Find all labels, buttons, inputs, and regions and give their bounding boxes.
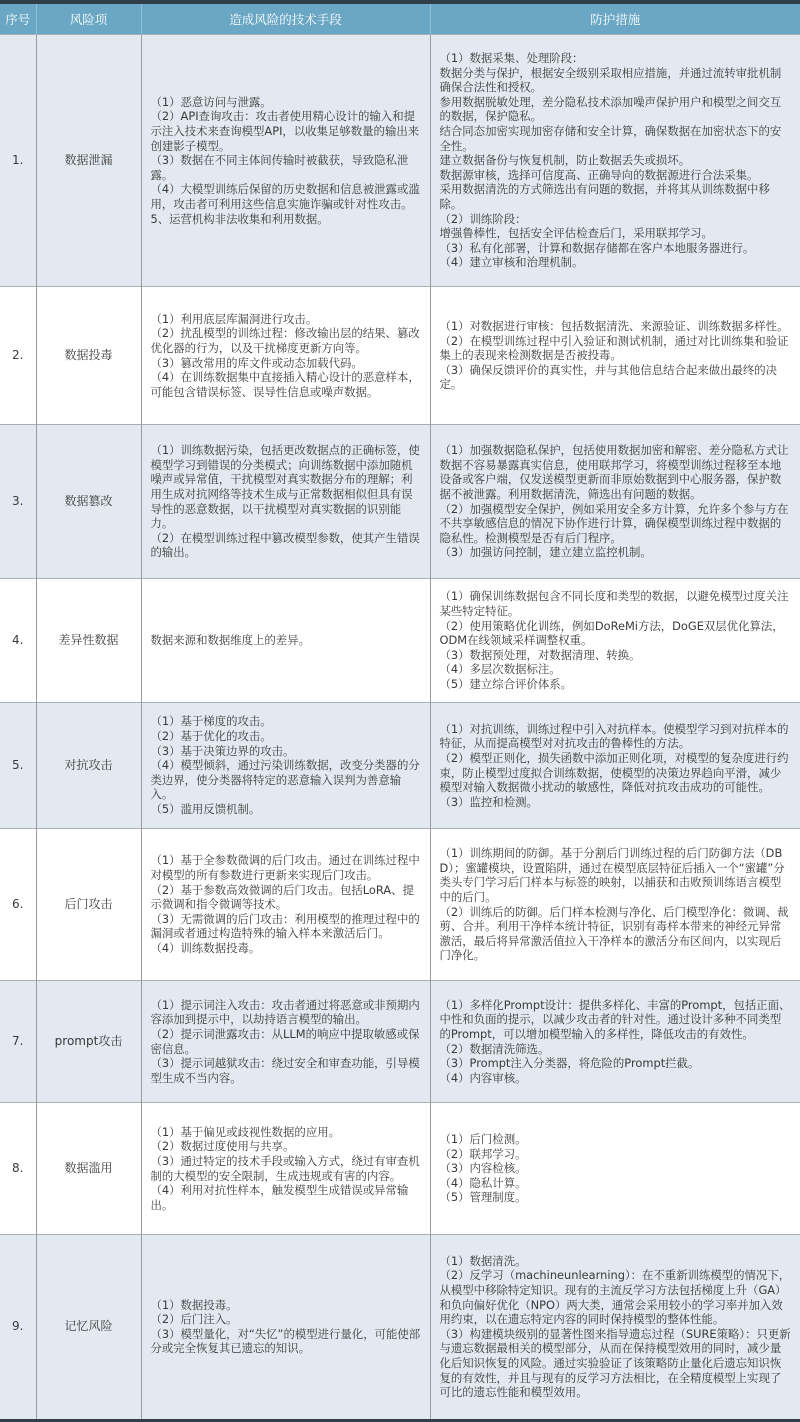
header-protective-measures: 防护措施 [430, 4, 800, 35]
means-line: （1）恶意访问与泄露。 [150, 94, 272, 109]
means-line: （3）提示词越狱攻击：绕过安全和审查功能，引导模型生成不当内容。 [150, 1056, 420, 1085]
means-line: 5、运营机构非法收集和利用数据。 [150, 211, 329, 226]
means-line: （1）利用底层库漏洞进行攻击。 [150, 311, 318, 326]
measure-line: （3）确保反馈评价的真实性，并与其他信息结合起来做出最终的决定。 [439, 362, 778, 392]
row-index: 9. [0, 1235, 36, 1419]
technical-means-cell [141, 1103, 430, 1235]
means-line: （2）基于参数高效微调的后门攻击。包括LoRA、提示微调和指令微调等技术。 [150, 882, 414, 912]
protective-measures-cell [430, 1235, 800, 1419]
table-row [0, 287, 800, 425]
measure-line: （1）加强数据隐私保护，包括使用数据加密和解密、差分隐私方式让数据不容易暴露真实信息，使用联邦学习，将模型训练过程移至本地设备或客户端，仅发送模型更新而非原始数据到中心服务器，保护数据不被泄露。利用数据清洗，筛选出有问题的数据。 [439, 443, 789, 501]
means-line: （3）模型量化，对“失忆”的模型进行量化，可能使部分或完全恢复其已遗忘的知识。 [150, 1326, 421, 1356]
means-line: （2）数据过度使用与共享。 [150, 1139, 295, 1154]
measure-line: （2）联邦学习。 [439, 1146, 527, 1161]
means-line: （1）数据投毒。 [150, 1297, 238, 1312]
measure-line: （5）建立综合评价体系。 [439, 676, 573, 691]
table-row [0, 425, 800, 579]
protective-measures-cell [430, 35, 800, 287]
means-line: （4）训练数据投毒。 [150, 940, 261, 955]
row-index: 6. [0, 829, 36, 981]
measure-line: （1）数据采集、处理阶段： [439, 51, 584, 66]
table-row [0, 1103, 800, 1235]
measure-line: （1）确保训练数据包含不同长度和类型的数据，以避免模型过度关注某些特定特征。 [439, 589, 789, 619]
means-line: （2）提示词泄露攻击：从LLM的响应中提取敏感或保密信息。 [150, 1026, 420, 1056]
header-risk-item: 风险项 [36, 4, 141, 35]
measure-line: 数据源审核，选择可信度高、正确导向的数据源进行合法采集。 [439, 167, 759, 182]
risk-item: 数据滥用 [36, 1103, 141, 1235]
risk-item: 数据篡改 [36, 425, 141, 579]
means-line: （3）通过特定的技术手段或输入方式，绕过有审查机制的大模型的安全限制，生成违规或有害的内容。 [150, 1153, 420, 1183]
technical-means-cell [141, 579, 430, 703]
header-row [0, 4, 800, 35]
measure-line: （5）管理制度。 [439, 1190, 527, 1205]
row-index: 4. [0, 579, 36, 703]
measure-line: （3）构建模块级别的显著性图来指导遗忘过程（SURE策略）：只更新与遗忘数据最相关的模型部分，从而在保持模型效用的同时，减少量化后知识恢复的风险。通过实验验证了该策略防止量化后遗忘知识恢复的有效性，并且与现有的反学习方法相比，在全精度模型上实现了可比的遗忘性能和模型效用。 [439, 1326, 791, 1400]
technical-means-cell [141, 829, 430, 981]
protective-measures-cell [430, 981, 800, 1103]
measure-line: （4）内容审核。 [439, 1070, 527, 1085]
measure-line: （3）监控和检测。 [439, 794, 538, 809]
row-index: 1. [0, 35, 36, 287]
table-row [0, 579, 800, 703]
measure-line: （2）训练后的防御。后门样本检测与净化、后门模型净化：微调、裁剪、合并。利用干净样本统计特征，识别有毒样本带来的神经元异常激活，最后将异常激活值拉入干净样本的激活分布区间内，以实现后门净化。 [439, 904, 789, 963]
means-line: 数据来源和数据维度上的差异。 [150, 633, 310, 648]
table-row [0, 981, 800, 1103]
means-line: （1）基于梯度的攻击。 [150, 714, 272, 729]
means-line: （2）后门注入。 [150, 1312, 238, 1327]
measure-line: （1）多样化Prompt设计：提供多样化、丰富的Prompt，包括正面、中性和负面的提示，以减少攻击者的针对性。通过设计多种不同类型的Prompt，可以增加模型输入的多样性，降低攻击的有效性。 [439, 997, 791, 1041]
protective-measures-cell [430, 579, 800, 703]
means-line: （1）基于偏见或歧视性数据的应用。 [150, 1124, 340, 1139]
means-line: （2）API查询攻击：攻击者使用精心设计的输入和提示注入技术来查询模型API，以收集足够数量的输出来创建影子模型。 [150, 109, 420, 153]
technical-means-cell [141, 703, 430, 829]
means-line: （1）提示词注入攻击：攻击者通过将恶意或非预期内容添加到提示中，以劫持语言模型的输出。 [150, 997, 420, 1027]
means-line: （3）基于决策边界的攻击。 [150, 743, 295, 758]
means-line: （3）无需微调的后门攻击：利用模型的推理过程中的漏洞或者通过构造特殊的输入样本来激活后门。 [150, 911, 420, 941]
means-line: （1）训练数据污染，包括更改数据点的正确标签，使模型学习到错误的分类模式；向训练数据中添加随机噪声或异常值，干扰模型对真实数据分布的理解；利用生成对抗网络等技术生成与正常数据相似但具有误导性的恶意数据，以干扰模型对真实数据的识别能力。 [150, 443, 420, 531]
technical-means-cell [141, 1235, 430, 1419]
risk-item: 记忆风险 [36, 1235, 141, 1419]
row-index: 2. [0, 287, 36, 425]
protective-measures-cell [430, 425, 800, 579]
technical-means-cell [141, 981, 430, 1103]
means-line: （4）大模型训练后保留的历史数据和信息被泄露或滥用，攻击者可利用这些信息实施诈骗或针对性攻击。 [150, 182, 420, 211]
risk-item: 后门攻击 [36, 829, 141, 981]
measure-line: （4）隐私计算。 [439, 1175, 527, 1190]
measure-line: （3）私有化部署，计算和数据存储都在客户本地服务器进行。 [439, 240, 755, 255]
measure-line: （1）后门检测。 [439, 1132, 527, 1147]
means-line: （4）利用对抗性样本，触发模型生成错误或异常输出。 [150, 1183, 409, 1212]
measure-line: （1）训练期间的防御。基于分割后门训练过程的后门防御方法（DBD）；蜜罐模块，设置陷阱，通过在模型底层特征后插入一个“蜜罐”分类头专门学习后门样本与标签的映射，以捕获和击败预训练语言模型中的后门。 [439, 846, 785, 904]
risk-table [0, 4, 800, 1419]
table-row [0, 1235, 800, 1419]
measure-line: （1）对数据进行审核：包括数据清洗、来源验证、训练数据多样性。 [439, 319, 789, 334]
row-index: 3. [0, 425, 36, 579]
means-line: （5）滥用反馈机制。 [150, 801, 261, 816]
means-line: （4）模型倾斜，通过污染训练数据，改变分类器的分类边界，使分类器将特定的恶意输入误判为善意输入。 [150, 758, 420, 802]
measure-line: （2）使用策略优化训练，例如DoReMi方法，DoGE双层优化算法，ODM在线领域采样调整权重。 [439, 618, 784, 648]
table-row [0, 35, 800, 287]
table-body [0, 35, 800, 1419]
measure-line: （2）数据清洗筛选。 [439, 1041, 550, 1056]
measure-line: 参用数据脱敏处理，差分隐私技术添加噪声保护用户和模型之间交互的数据，保护隐私。 [439, 94, 782, 124]
means-line: （3）数据在不同主体间传输时被截获，导致隐私泄露。 [150, 153, 409, 182]
measure-line: （4）多层次数据标注。 [439, 662, 561, 677]
measure-line: 数据分类与保护，根据安全级别采取相应措施，并通过流转审批机制确保合法性和授权。 [439, 65, 782, 95]
risk-item: prompt攻击 [36, 981, 141, 1103]
measure-line: 建立数据备份与恢复机制，防止数据丢失或损坏。 [439, 153, 691, 168]
measure-line: 结合同态加密实现加密存储和安全计算，确保数据在加密状态下的安全性。 [439, 124, 782, 153]
measure-line: （2）反学习（machineunlearning）：在不重新训练模型的情况下，从模型中移除特定知识。现有的主流反学习方法包括梯度上升（GA）和负向偏好优化（NPO）两大类，通常会采用较小的学习率并加入效用约束，以在遗忘特定内容的同时保持模型的整体性能。 [439, 1268, 791, 1327]
means-line: （4）在训练数据集中直接插入精心设计的恶意样本，可能包含错误标签、误导性信息或噪声数据。 [150, 370, 420, 399]
technical-means-cell [141, 425, 430, 579]
row-index: 8. [0, 1103, 36, 1235]
measure-line: （1）对抗训练，训练过程中引入对抗样本。使模型学习到对抗样本的特征，从而提高模型对对抗攻击的鲁棒性的方法。 [439, 721, 789, 751]
risk-item: 对抗攻击 [36, 703, 141, 829]
risk-item: 数据投毒 [36, 287, 141, 425]
measure-line: （1）数据清洗。 [439, 1253, 527, 1268]
table-row [0, 829, 800, 981]
protective-measures-cell [430, 1103, 800, 1235]
measure-line: 采用数据清洗的方式筛选出有问题的数据，并将其从训练数据中移除。 [439, 182, 770, 211]
means-line: （1）基于全参数微调的后门攻击。通过在训练过程中对模型的所有参数进行更新来实现后门攻击。 [150, 853, 420, 883]
means-line: （2）基于优化的攻击。 [150, 729, 272, 744]
technical-means-cell [141, 287, 430, 425]
table-row [0, 703, 800, 829]
measure-line: （2）加强模型安全保护，例如采用安全多方计算，允许多个参与方在不共享敏感信息的情况下协作进行计算，确保模型训练过程中数据的隐私性。检测模型是否有后门程序。 [439, 501, 789, 545]
measure-line: （3）Prompt注入分类器，将危险的Prompt拦截。 [439, 1056, 700, 1071]
row-index: 7. [0, 981, 36, 1103]
header-index: 序号 [0, 4, 36, 35]
measure-line: （4）建立审核和治理机制。 [439, 255, 584, 270]
measure-line: （3）加强访问控制，建立建立监控机制。 [439, 545, 652, 560]
row-index: 5. [0, 703, 36, 829]
means-line: （2）扰乱模型的训练过程：修改输出层的结果、篡改优化器的行为，以及干扰梯度更新方向等。 [150, 326, 420, 355]
measure-line: （2）模型正则化，损失函数中添加正则化项，对模型的复杂度进行约束，防止模型过度拟合训练数据，使模型的决策边界趋向平滑，减少模型对输入数据微小扰动的敏感性，降低对抗攻击成功的可能性。 [439, 750, 789, 795]
measure-line: （3）数据预处理，对数据清理、转换。 [439, 647, 641, 662]
protective-measures-cell [430, 287, 800, 425]
risk-item: 差异性数据 [36, 579, 141, 703]
measure-line: （2）在模型训练过程中引入验证和测试机制，通过对比训练集和验证集上的表现来检测数据是否被投毒。 [439, 333, 789, 363]
risk-item: 数据泄漏 [36, 35, 141, 287]
measure-line: （3）内容检核。 [439, 1161, 527, 1176]
protective-measures-cell [430, 703, 800, 829]
header-technical-means: 造成风险的技术手段 [141, 4, 430, 35]
protective-measures-cell [430, 829, 800, 981]
means-line: （3）篡改常用的库文件或动态加载代码。 [150, 355, 363, 370]
technical-means-cell [141, 35, 430, 287]
measure-line: 增强鲁棒性，包括安全评估检查后门，采用联邦学习。 [439, 226, 713, 241]
means-line: （2）在模型训练过程中篡改模型参数，使其产生错误的输出。 [150, 530, 420, 560]
bottom-rule [0, 1419, 800, 1422]
measure-line: （2）训练阶段： [439, 211, 527, 226]
